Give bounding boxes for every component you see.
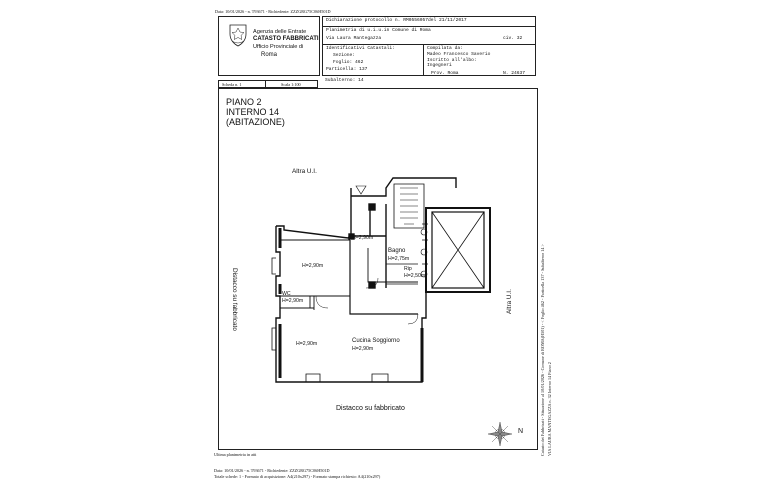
piano-label: PIANO 2 <box>226 97 262 107</box>
cucina-label: Cucina Soggiorno <box>352 338 400 344</box>
side-situazione-text: Catasto dei Fabbricati - Situazione al 10/01/2026 - Comune di ROMA(H501) - < Foglio 462 - Particella 137 - Subalterno 14 > <box>540 244 545 456</box>
distacco-bottom-label: Distacco su fabbricato <box>336 405 405 412</box>
h290-a-label: H=2,90m <box>352 235 374 241</box>
particella-text: Particella: 137 <box>326 67 368 72</box>
wc-label: WC <box>282 291 291 297</box>
ultima-planimetria-text: Ultima planimetria in atti <box>214 452 257 457</box>
header-info-box <box>322 16 536 76</box>
interno-label: INTERNO 14 <box>226 107 280 117</box>
civ-text: civ. 32 <box>503 36 523 41</box>
scheda-box <box>218 80 318 88</box>
floor-plan <box>218 88 538 450</box>
h290-b-label: H=2,90m <box>302 263 324 269</box>
altra-ui-right-label: Altra U.I. <box>506 289 513 314</box>
side-via-text: VIA LAURA MANTEGAZZA n. 32 Interno 14 Piano 2 <box>547 362 552 456</box>
sezione-text: Sezione: <box>333 53 356 58</box>
subalterno-text: Subalterno: 14 <box>325 78 364 83</box>
office-box <box>218 16 320 76</box>
footer-schede-line: Totale schede: 1 - Formato di acquisizione: A4(210x297) - Formato stampa richiesto: A4(210x297) <box>214 474 381 479</box>
office-name: Agenzia delle Entrate <box>253 29 307 35</box>
north-arrow-icon <box>488 422 512 446</box>
outer-wall-west <box>276 226 364 382</box>
footer-request-line: Data: 10/01/2026 - n. T93671 - Richiedente: ZZZGRG75C06H501D <box>214 468 330 473</box>
north-label: N <box>518 428 524 435</box>
h290-c-label: H=2,90m <box>296 341 318 347</box>
altra-ui-top-label: Altra U.I. <box>292 168 317 175</box>
office-roma: Roma <box>261 52 278 58</box>
bagno-h-label: H=2,75m <box>388 256 410 262</box>
bagno-label: Bagno <box>388 248 406 254</box>
scala-text: Scala 1:100 <box>281 82 301 87</box>
compilatore-text: Madeo Francesco Saverio <box>427 52 491 57</box>
rip-label: Rip <box>404 266 412 272</box>
office-ufficio: Ufficio Provinciale di <box>253 44 304 50</box>
dichiarazione-text: Dichiarazione protocollo n. RM0556057del 21/11/2017 <box>326 18 467 23</box>
numero-text: N. 24637 <box>503 71 526 76</box>
compilata-text: Compilata da: <box>427 46 463 51</box>
wc-h-label: H=2,90m <box>282 298 304 304</box>
albo-text: Ingegneri <box>427 63 452 68</box>
rip-h-label: H=2,50m <box>404 273 426 279</box>
office-catasto: CATASTO FABBRICATI <box>253 36 319 42</box>
distacco-left-label: Distacco su fabbricato <box>231 268 238 331</box>
top-request-line: Data: 10/01/2026 - n. T93671 - Richiedente: ZZZGRG75C06H501D <box>215 9 331 14</box>
scheda-text: Scheda n. 1 <box>222 82 242 87</box>
via-text: Via Laura Mantegazza <box>326 36 382 41</box>
tipo-label: (ABITAZIONE) <box>226 117 285 127</box>
identificativi-text: Identificativi Catastali: <box>326 46 395 51</box>
cucina-h-label: H=2,90m <box>352 346 374 352</box>
iscritto-text: Iscritto all'albo: <box>427 58 477 63</box>
prov-text: Prov. Roma <box>431 71 459 76</box>
emblem-icon <box>227 23 249 47</box>
planimetria-text: Planimetria di u.i.u.in Comune di Roma <box>326 28 431 33</box>
foglio-text: Foglio: 462 <box>333 60 364 65</box>
